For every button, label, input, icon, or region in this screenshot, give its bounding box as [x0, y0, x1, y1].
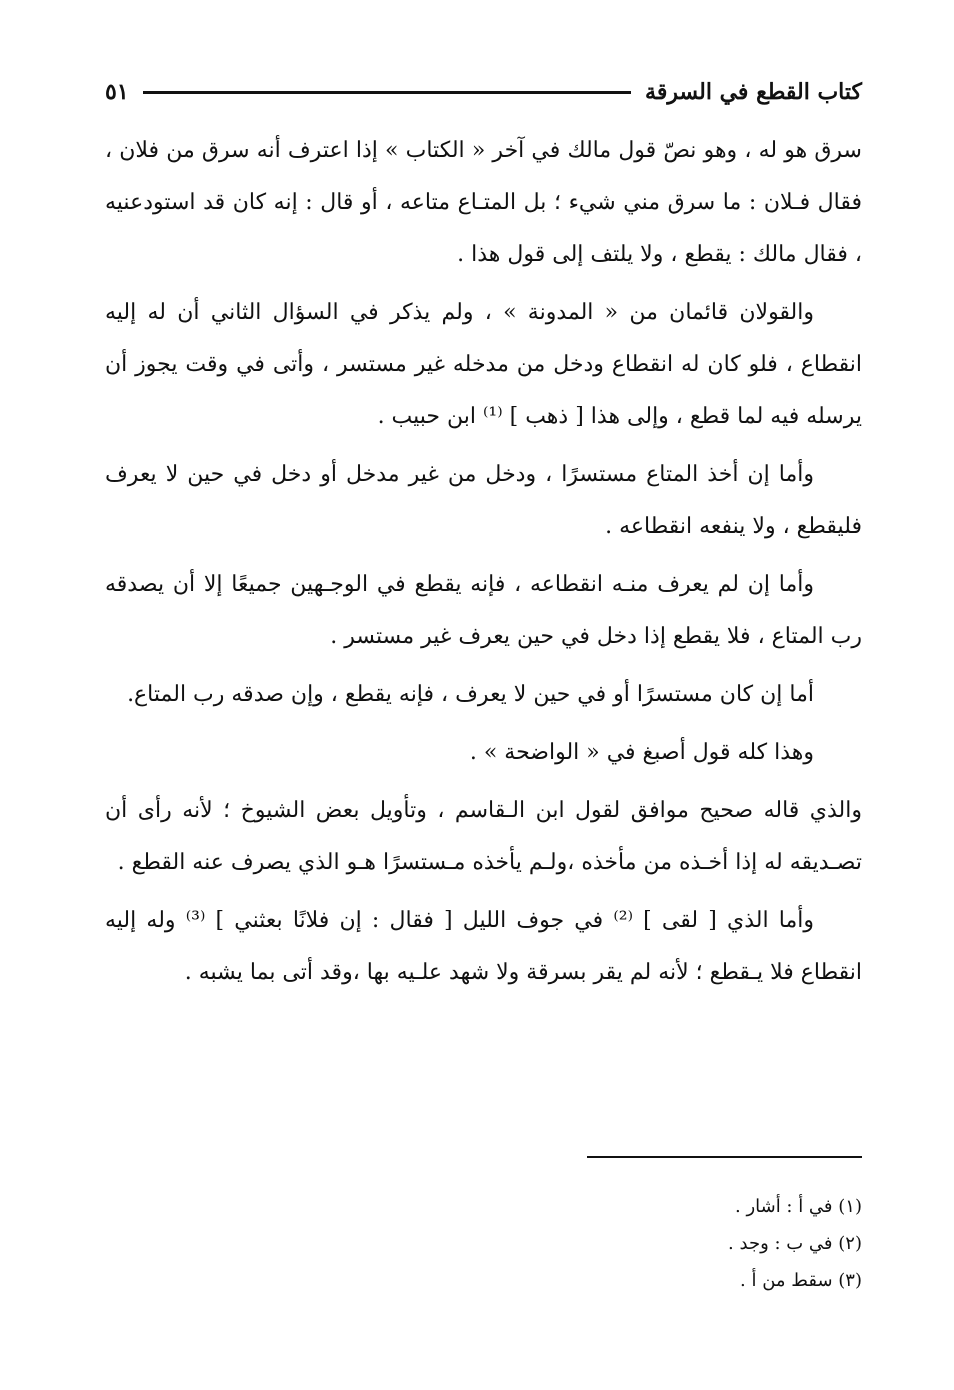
page-number: ٥١ [105, 79, 129, 105]
footnote: (٣) سقط من أ . [740, 1270, 862, 1291]
paragraph: وأما الذي [ لقى ] ⁽²⁾ في جوف الليل [ فقال : إن فلانًا بعثني ] ⁽³⁾ وله إليه انقطاع فلا يـقطع ؛ لأنه لم يقر بسرقة ولا شهد علـيه بها ،وقد أتى بما يشبه . [105, 908, 862, 985]
footnote-divider [587, 1156, 862, 1158]
paragraph: والقولان قائمان من « المدونة » ، ولم يذكر في السؤال الثاني أن له إليه انقطاع ، فلو كان له انقطاع ودخل من مدخله غير مستسر ، وأتى في وقت يجوز أن يرسله فيه لما قطع ، وإلى هذا [ ذهب ] ⁽¹⁾ ابن حبيب . [105, 300, 862, 429]
header-rule [143, 91, 631, 94]
paragraph: وأما إن أخذ المتاع مستسرًا ، ودخل من غير مدخل أو دخل في حين لا يعرف فليقطع ، ولا ينفعه انقطاعه . [105, 462, 862, 539]
paragraph: أما إن كان مستسرًا أو في حين لا يعرف ، فإنه يقطع ، وإن صدقه رب المتاع. [127, 682, 814, 707]
body-text [105, 125, 862, 1005]
paragraph: سرق هو له ، وهو نصّ قول مالك في آخر « الكتاب » إذا اعترف أنه سرق من فلان ، فقال فـلان : ما سرق مني شيء ؛ بل المتـاع متاعه ، أو قال : إنه كان قد استودعنيه ، فقال مالك : يقطع ، ولا يلتف إلى قول هذا . [105, 138, 862, 267]
paragraph: وهذا كله قول أصبغ في « الواضحة » . [469, 740, 814, 765]
footnote: (١) في أ : أشار . [735, 1196, 862, 1217]
footnotes [105, 1188, 862, 1299]
running-head [105, 72, 862, 112]
footnote: (٢) في ب : وجد . [728, 1233, 862, 1254]
paragraph: والذي قاله صحيح موافق لقول ابن الـقاسم ، وتأويل بعض الشيوخ ؛ لأنه رأى أن تصـديقه له إذا أخـذه من مأخذه ،ولـم يأخذه مـستسرًا هـو الذي يصرف عنه القطع . [105, 798, 862, 875]
header-title: كتاب القطع في السرقة [645, 79, 862, 105]
paragraph: وأما إن لم يعرف منـه انقطاعه ، فإنه يقطع في الوجـهين جميعًا إلا أن يصدقه رب المتاع ، فلا يقطع إذا دخل في حين يعرف غير مستسر . [105, 572, 862, 649]
